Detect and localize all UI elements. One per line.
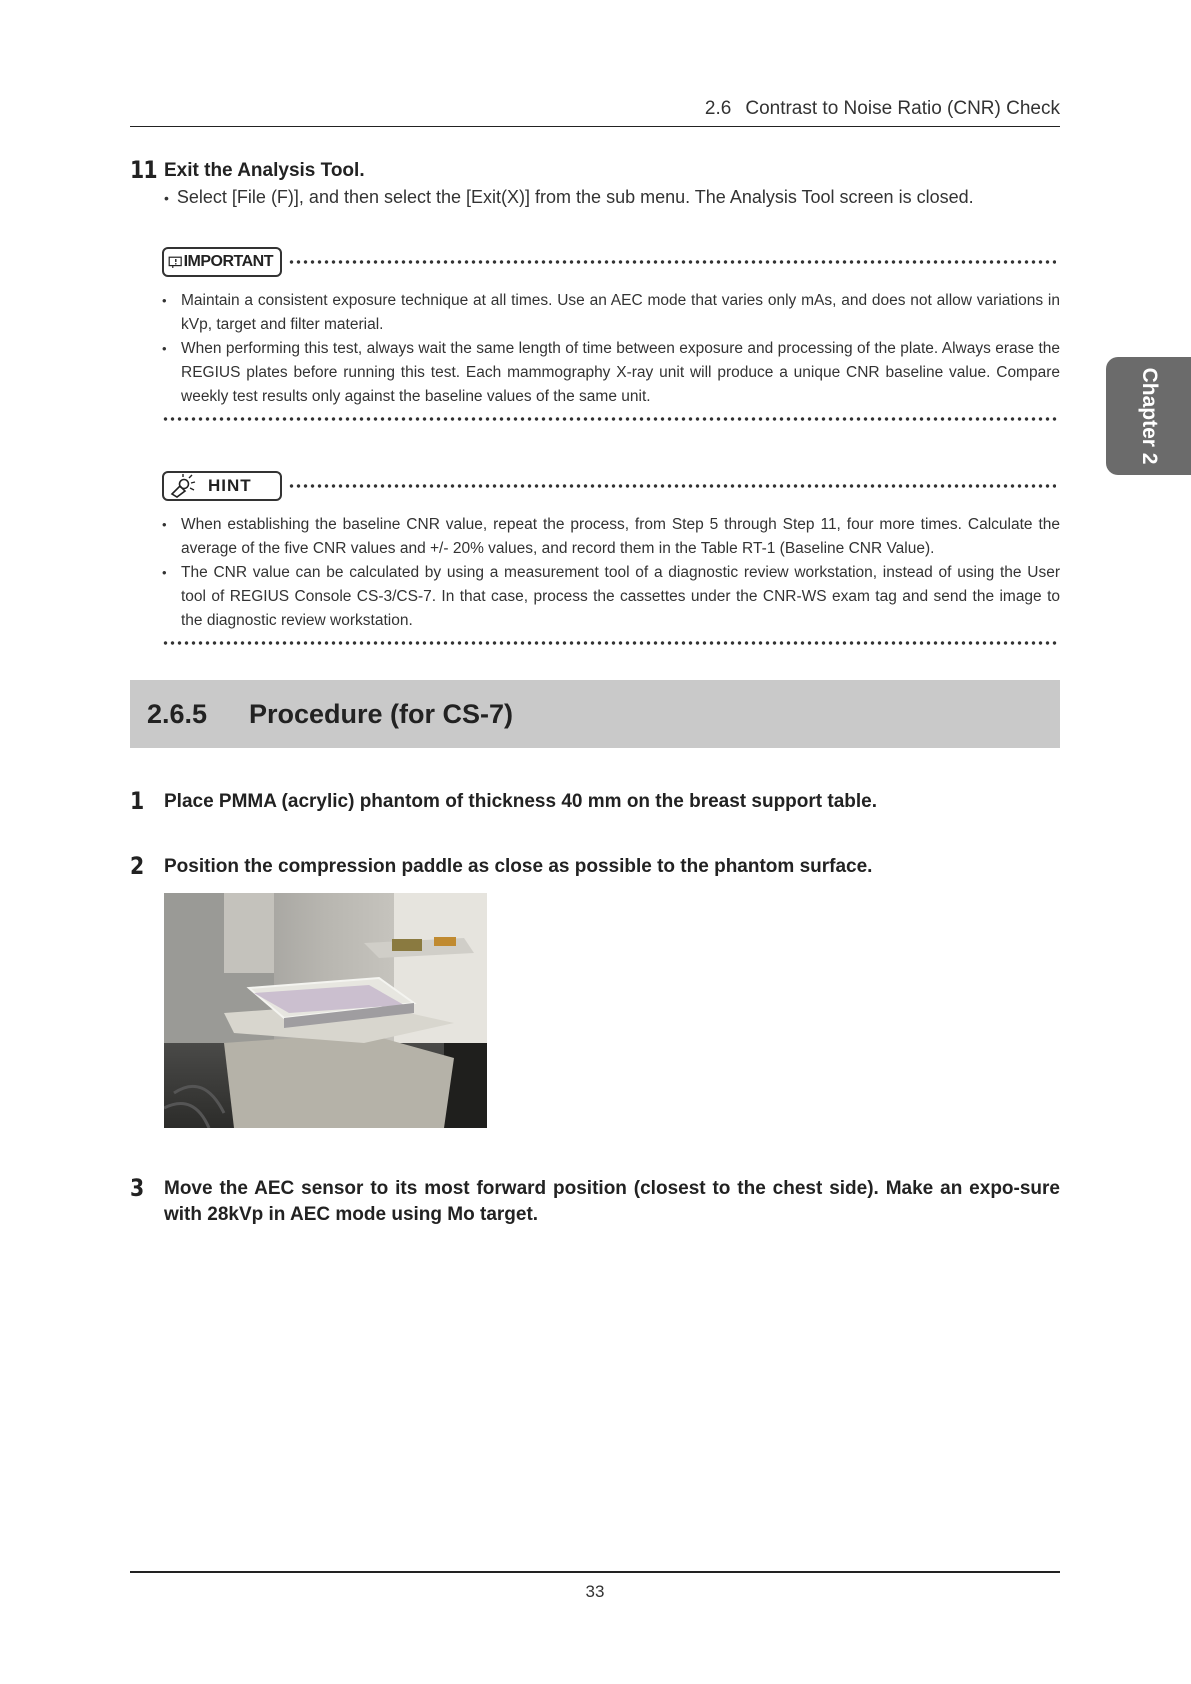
step-number-11: 11 [130,156,157,184]
section-heading [130,680,1060,748]
step-2-text: Position the compression paddle as close as possible to the phantom surface. [164,856,873,877]
footer-rule [130,1571,1060,1573]
chapter-tab-label: Chapter 2 [1137,367,1161,465]
header-section-title: Contrast to Noise Ratio (CNR) Check [745,98,1060,119]
phantom-photo [164,893,487,1128]
hint-list [162,513,1060,633]
important-item: • When performing this test, always wait the same length of time between exposure and processing of the plate. Always erase the REGIUS plates before running this test. Each mammography X-ray unit will produce a unique CNR baseline value. Compare weekly test results only against the baseline values of the same unit. [162,337,1060,409]
important-icon [168,251,184,273]
step-number-1: 1 [130,787,144,815]
section-title: Procedure (for CS-7) [249,698,514,729]
step-1-text: Place PMMA (acrylic) phantom of thickness 40 mm on the breast support table. [164,791,878,812]
phantom-photo-image [164,893,487,1128]
step-number-2: 2 [130,852,144,880]
step-11-title: Exit the Analysis Tool. [164,160,365,181]
step-11-bullet-text: Select [File (F)], and then select the [Exit(X)] from the sub menu. The Analysis Tool screen is closed. [176,187,974,207]
page-number: 33 [585,1582,605,1601]
step-11-bullet: • Select [File (F)], and then select the [Exit(X)] from the sub menu. The Analysis Tool screen is closed. [164,187,974,207]
important-label-text: IMPORTANT [183,253,273,270]
important-item: • Maintain a consistent exposure technique at all times. Use an AEC mode that varies only mAs, and does not allow variations in kVp, target and filter material. [162,289,1060,337]
header-section-number: 2.6 [704,98,732,119]
hint-item: • When establishing the baseline CNR value, repeat the process, from Step 5 through Step 11, four more times. Calculate the average of the five CNR values and +/- 20% values, and record them in the Table RT-1 (Baseline CNR Value). [162,513,1060,561]
step-3-text: Move the AEC sensor to its most forward position (closest to the chest side). Make an expo-sure with 28kVp in AEC mode using Mo target. [164,1178,1060,1225]
hint-icon [168,474,198,498]
hint-item: • The CNR value can be calculated by using a measurement tool of a diagnostic review workstation, instead of using the User tool of REGIUS Console CS-3/CS-7. In that case, process the cassettes under the CNR-WS exam tag and send the image to the diagnostic review workstation. [162,561,1060,633]
running-header [130,98,1060,127]
step-number-3: 3 [130,1174,144,1202]
hint-label [162,471,282,501]
hint-box [162,471,1060,645]
chapter-tab [1106,357,1191,475]
section-number: 2.6.5 [147,698,208,729]
important-label [162,247,282,277]
important-box [162,247,1060,421]
important-list [162,289,1060,409]
hint-label-text: HINT [208,476,252,495]
